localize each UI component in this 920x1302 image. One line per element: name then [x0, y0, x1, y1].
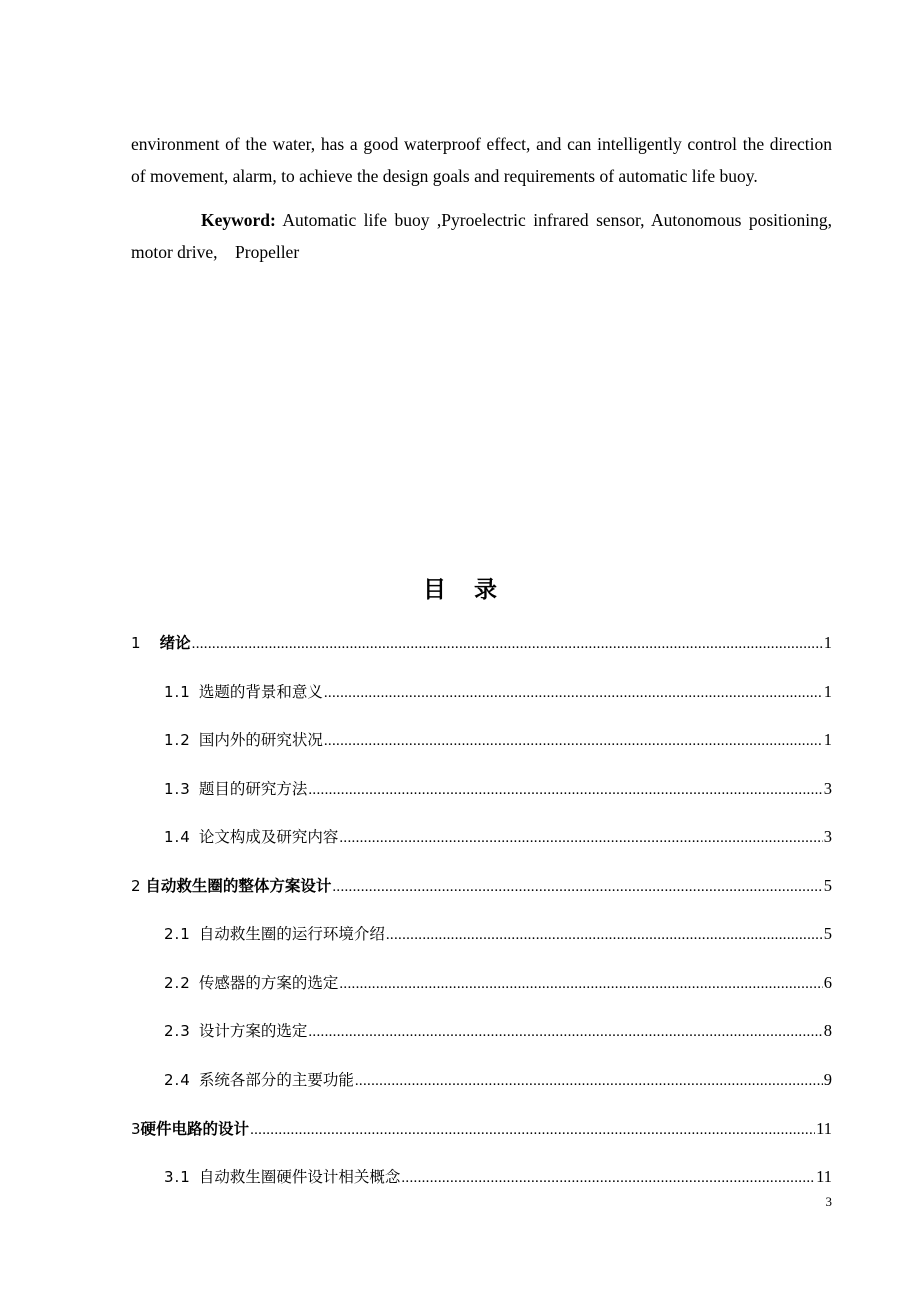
toc-entry-number: 1.4 — [164, 828, 191, 846]
toc-leader-dots — [386, 922, 823, 948]
toc-entry-label: 选题的背景和意义 — [198, 683, 323, 701]
toc-leader-dots — [308, 1019, 822, 1045]
toc-entry-page: 1 — [823, 730, 832, 749]
toc-title — [0, 570, 920, 610]
toc-entry-number: 2 — [131, 877, 141, 895]
toc-entry-section-1-1[interactable] — [164, 679, 832, 705]
toc-entry-label: 绪论 — [159, 634, 191, 652]
toc-entry-label: 自动救生圈的运行环境介绍 — [198, 925, 385, 943]
toc-entry-label: 自动救生圈硬件设计相关概念 — [198, 1168, 401, 1186]
toc-entry-number: 1.1 — [164, 683, 191, 701]
abstract-paragraph: environment of the water, has a good waterproof effect, and can intelligently control the direction of movement, alarm, to achieve the design goals and requirements of automatic life buoy. — [131, 134, 832, 186]
toc-entry-chapter-3[interactable] — [131, 1116, 832, 1142]
toc-entry-page: 1 — [823, 682, 832, 701]
toc-entry-section-1-4[interactable] — [164, 824, 832, 850]
toc-entry-number: 3.1 — [164, 1168, 191, 1186]
toc-entry-section-1-2[interactable] — [164, 727, 832, 753]
toc-entry-label: 论文构成及研究内容 — [198, 828, 339, 846]
toc-leader-dots — [339, 971, 822, 997]
keywords-paragraph — [131, 204, 832, 268]
abstract-section — [131, 128, 832, 268]
toc-entry-section-2-3[interactable] — [164, 1018, 832, 1044]
toc-entry-page: 11 — [816, 1167, 832, 1186]
toc-leader-dots — [332, 874, 822, 900]
toc-leader-dots — [324, 680, 823, 706]
toc-entry-page: 11 — [816, 1119, 832, 1138]
toc-entry-section-3-1[interactable] — [164, 1164, 832, 1190]
toc-leader-dots — [308, 777, 822, 803]
toc-entry-page: 9 — [823, 1070, 832, 1089]
toc-leader-dots — [339, 825, 822, 851]
toc-entry-page: 8 — [823, 1021, 832, 1040]
toc-leader-dots — [192, 631, 823, 657]
toc-entry-number: 2.3 — [164, 1022, 191, 1040]
toc-title-right: 录 — [474, 577, 497, 603]
toc-entry-number: 1 — [131, 634, 141, 652]
toc-entry-number: 2.4 — [164, 1071, 191, 1089]
toc-entry-page: 5 — [823, 924, 832, 943]
toc-entry-page: 3 — [823, 827, 832, 846]
toc-entry-chapter-2[interactable] — [131, 873, 832, 899]
toc-entry-page: 5 — [823, 876, 832, 895]
toc-entry-chapter-1[interactable] — [131, 630, 832, 656]
toc-leader-dots — [250, 1117, 815, 1143]
toc-entry-section-2-1[interactable] — [164, 921, 832, 947]
toc-entry-section-2-4[interactable] — [164, 1067, 832, 1093]
toc-entry-label: 题目的研究方法 — [198, 780, 308, 798]
toc-entry-number: 1.3 — [164, 780, 191, 798]
toc-leader-dots — [355, 1068, 823, 1094]
page-number: 3 — [825, 1194, 832, 1209]
toc-entry-label: 设计方案的选定 — [198, 1022, 308, 1040]
toc-entry-label: 硬件电路的设计 — [140, 1120, 250, 1138]
toc-entry-number: 1.2 — [164, 731, 191, 749]
toc-entry-page: 3 — [823, 779, 832, 798]
toc-entry-label: 国内外的研究状况 — [198, 731, 323, 749]
toc-leader-dots — [324, 728, 823, 754]
toc-entry-page: 1 — [823, 633, 832, 652]
keyword-label: Keyword: — [201, 210, 276, 230]
toc-entry-label: 传感器的方案的选定 — [198, 974, 339, 992]
toc-entry-number: 2.1 — [164, 925, 191, 943]
toc-entry-page: 6 — [823, 973, 832, 992]
toc-entry-number: 2.2 — [164, 974, 191, 992]
keyword-text: Automatic life buoy ,Pyroelectric infrared sensor, Autonomous positioning, motor drive, Propeller — [131, 210, 832, 262]
toc-entry-section-1-3[interactable] — [164, 776, 832, 802]
toc-entry-label: 系统各部分的主要功能 — [198, 1071, 354, 1089]
toc-leader-dots — [401, 1165, 815, 1191]
toc-title-left: 目 — [423, 577, 446, 603]
toc-entry-label: 自动救生圈的整体方案设计 — [145, 877, 332, 895]
toc-entry-section-2-2[interactable] — [164, 970, 832, 996]
toc-entry-number: 3 — [131, 1120, 141, 1138]
